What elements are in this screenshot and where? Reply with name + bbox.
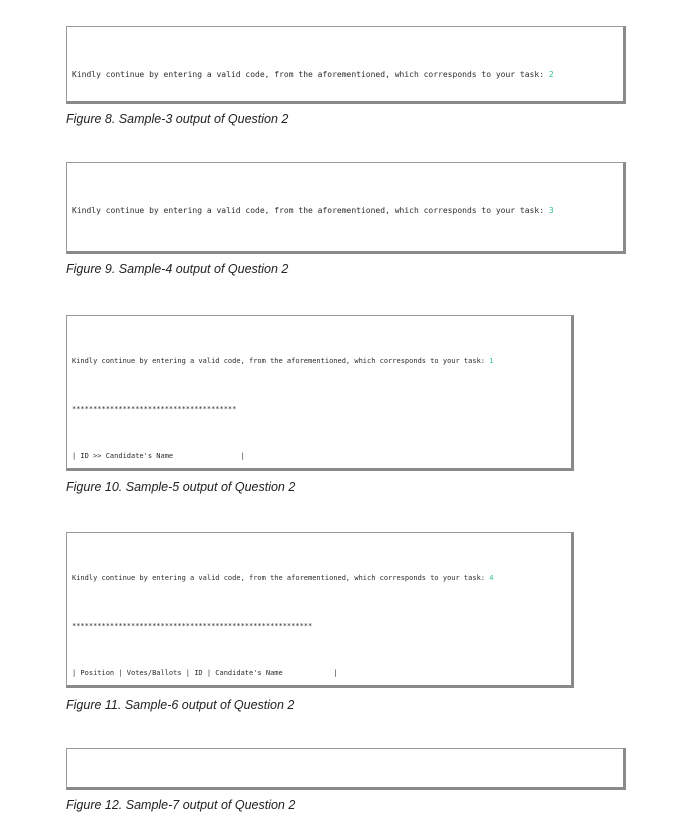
console-line: Kindly continue by entering a valid code, from the aforementioned, which corresponds to your task: 1 [72, 357, 494, 365]
table-header: | Position | Votes/Ballots | ID | Candidate's Name | [72, 669, 338, 678]
figure-caption: Figure 12. Sample-7 output of Question 2 [66, 798, 296, 812]
figure-caption: Figure 9. Sample-4 output of Question 2 [66, 262, 289, 276]
console-sample-7 [66, 748, 626, 790]
console-sample-5 [66, 315, 574, 471]
figure-caption: Figure 10. Sample-5 output of Question 2 [66, 480, 296, 494]
table-border: ********************************************************* [72, 621, 313, 630]
figure-caption: Figure 11. Sample-6 output of Question 2 [66, 698, 295, 712]
table-border: *************************************** [72, 404, 237, 413]
figure-caption: Figure 8. Sample-3 output of Question 2 [66, 112, 289, 126]
console-sample-4 [66, 162, 626, 254]
table-header: | ID >> Candidate's Name | [72, 452, 245, 461]
console-line: Kindly continue by entering a valid code, from the aforementioned, which corresponds to your task: 3 [72, 206, 554, 215]
console-line: Kindly continue by entering a valid code, from the aforementioned, which corresponds to your task: 2 [72, 70, 554, 79]
console-sample-6 [66, 532, 574, 688]
console-line: Kindly continue by entering a valid code, from the aforementioned, which corresponds to your task: 4 [72, 574, 494, 582]
console-sample-3 [66, 26, 626, 104]
